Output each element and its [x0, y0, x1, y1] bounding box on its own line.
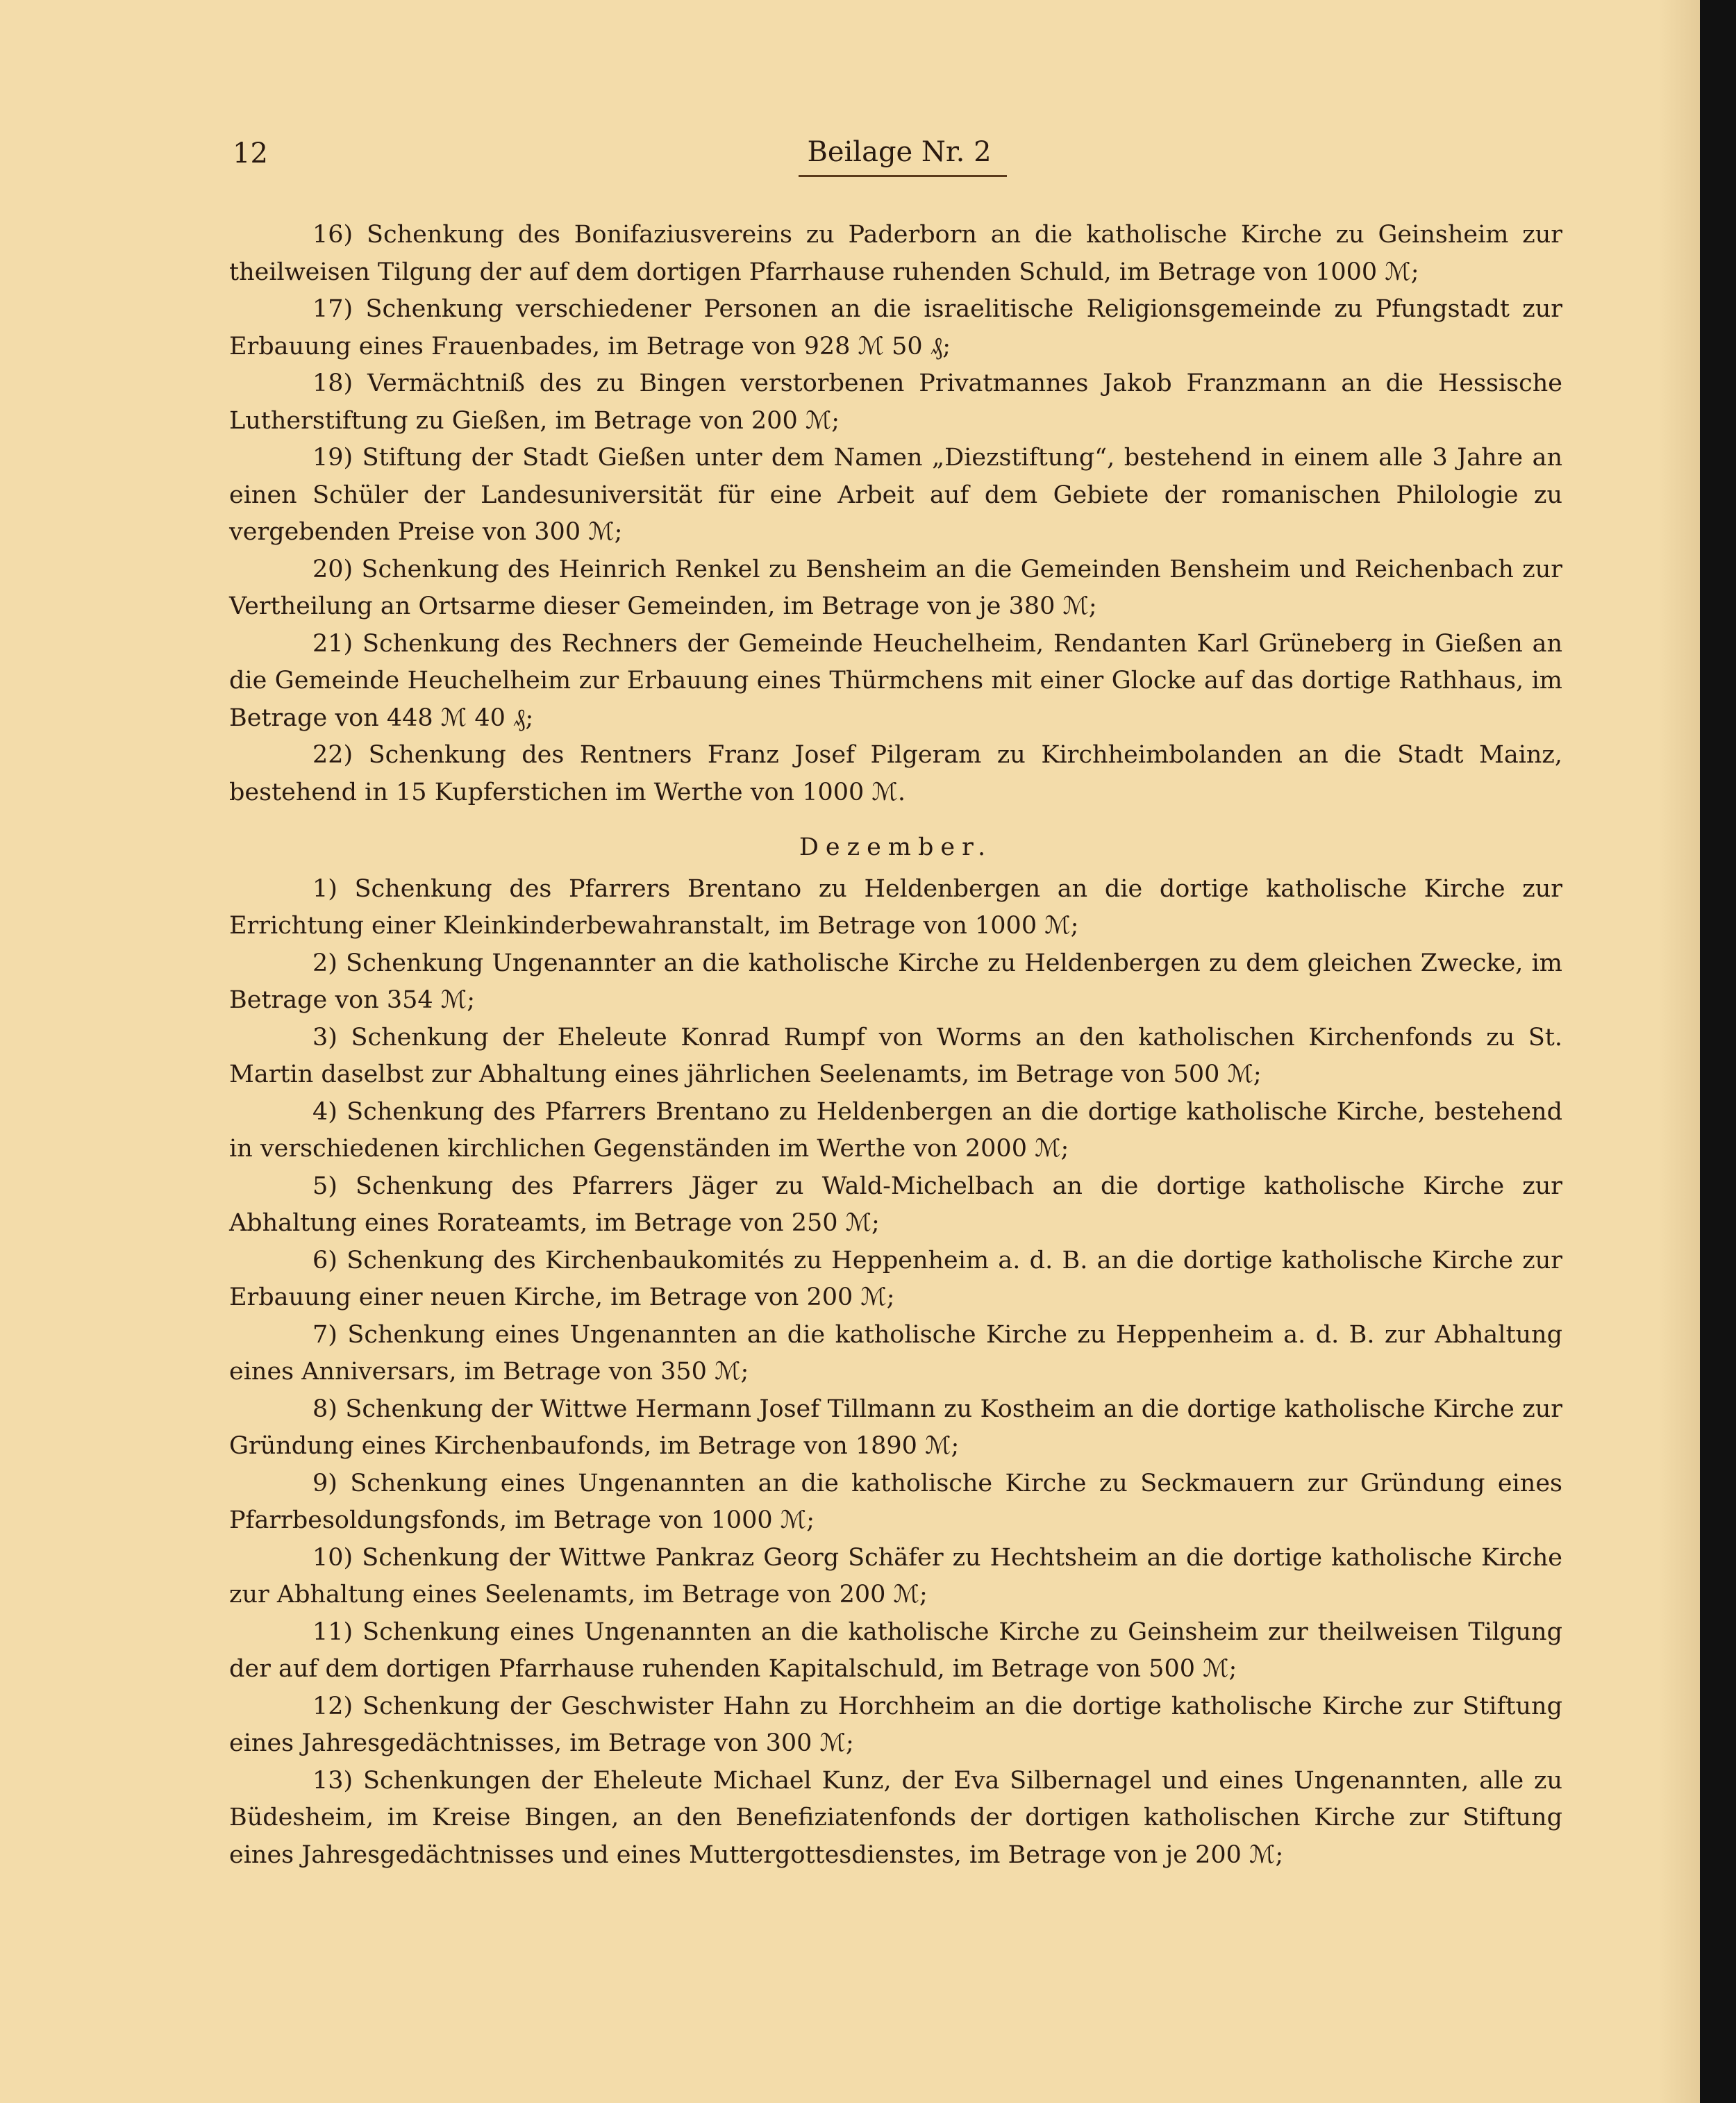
list-item: 3) Schenkung der Eheleute Konrad Rumpf von Worms an den katholischen Kirchenfonds zu St. Martin daselbst zur Abhaltung eines jährlichen Seelenamts, im Betrage von 500 ℳ; [229, 1023, 1562, 1088]
list-item: 20) Schenkung des Heinrich Renkel zu Bensheim an die Gemeinden Bensheim und Reichenbach zur Vertheilung an Ortsarme dieser Gemeinden, im Betrage von je 380 ℳ; [229, 555, 1562, 620]
list-item: 17) Schenkung verschiedener Personen an die israelitische Religionsgemeinde zu Pfungstadt zur Erbauung eines Frauenbades, im Betrage von 928 ℳ 50 ₰; [229, 295, 1562, 360]
list-item: 11) Schenkung eines Ungenannten an die katholische Kirche zu Geinsheim zur theilweisen Tilgung der auf dem dortigen Pfarrhause ruhenden Kapitalschuld, im Betrage von 500 ℳ; [229, 1618, 1562, 1683]
page-shadow [1658, 0, 1700, 2103]
page-title: Beilage Nr. 2 [807, 136, 992, 168]
list-item: 6) Schenkung des Kirchenbaukomités zu Heppenheim a. d. B. an die dortige katholische Kirche zur Erbauung einer neuen Kirche, im Betrage von 200 ℳ; [229, 1246, 1562, 1311]
list-item: 1) Schenkung des Pfarrers Brentano zu Heldenbergen an die dortige katholische Kirche zur Errichtung einer Kleinkinderbewahranstalt, im Betrage von 1000 ℳ; [229, 874, 1562, 940]
section-heading: Dezember. [799, 833, 993, 861]
list-item: 7) Schenkung eines Ungenannten an die katholische Kirche zu Heppenheim a. d. B. zur Abhaltung eines Anniversars, im Betrage von 350 ℳ; [229, 1320, 1562, 1386]
list-item: 18) Vermächtniß des zu Bingen verstorbenen Privatmannes Jakob Franzmann an die Hessische Lutherstiftung zu Gießen, im Betrage von 200 ℳ; [229, 369, 1562, 435]
list-item: 9) Schenkung eines Ungenannten an die katholische Kirche zu Seckmauern zur Gründung eines Pfarrbesoldungsfonds, im Betrage von 1000 ℳ; [229, 1469, 1562, 1534]
scan-edge [1700, 0, 1736, 2103]
title-underline [799, 175, 1007, 177]
list-item: 16) Schenkung des Bonifaziusvereins zu Paderborn an die katholische Kirche zu Geinsheim zur theilweisen Tilgung der auf dem dortigen Pfarrhause ruhenden Schuld, im Betrage von 1000 ℳ; [229, 221, 1562, 286]
list-item: 4) Schenkung des Pfarrers Brentano zu Heldenbergen an die dortige katholische Kirche, bestehend in verschiedenen kirchlichen Gegenständen im Werthe von 2000 ℳ; [229, 1097, 1562, 1163]
page-number: 12 [233, 138, 268, 169]
list-item: 2) Schenkung Ungenannter an die katholische Kirche zu Heldenbergen zu dem gleichen Zwecke, im Betrage von 354 ℳ; [229, 949, 1562, 1014]
list-item: 22) Schenkung des Rentners Franz Josef Pilgeram zu Kirchheimbolanden an die Stadt Mainz, bestehend in 15 Kupferstichen im Werthe von 1000 ℳ. [229, 741, 1562, 806]
document-body [229, 217, 1562, 1874]
list-item: 19) Stiftung der Stadt Gießen unter dem Namen „Diezstiftung“, bestehend in einem alle 3 Jahre an einen Schüler der Landesuniversität für eine Arbeit auf dem Gebiete der romanischen Philologie zu vergebenden Preise von 300 ℳ; [229, 444, 1562, 546]
list-item: 13) Schenkungen der Eheleute Michael Kunz, der Eva Silbernagel und eines Ungenannten, alle zu Büdesheim, im Kreise Bingen, an den Benefiziatenfonds der dortigen katholischen Kirche zur Stiftung eines Jahresgedächtnisses und eines Muttergottesdienstes, im Betrage von je 200 ℳ; [229, 1766, 1562, 1869]
list-item: 5) Schenkung des Pfarrers Jäger zu Wald-Michelbach an die dortige katholische Kirche zur Abhaltung eines Rorateamts, im Betrage von 250 ℳ; [229, 1172, 1562, 1237]
list-item: 12) Schenkung der Geschwister Hahn zu Horchheim an die dortige katholische Kirche zur Stiftung eines Jahresgedächtnisses, im Betrage von 300 ℳ; [229, 1692, 1562, 1757]
list-item: 10) Schenkung der Wittwe Pankraz Georg Schäfer zu Hechtsheim an die dortige katholische Kirche zur Abhaltung eines Seelenamts, im Betrage von 200 ℳ; [229, 1543, 1562, 1609]
list-item: 8) Schenkung der Wittwe Hermann Josef Tillmann zu Kostheim an die dortige katholische Kirche zur Gründung eines Kirchenbaufonds, im Betrage von 1890 ℳ; [229, 1395, 1562, 1460]
list-item: 21) Schenkung des Rechners der Gemeinde Heuchelheim, Rendanten Karl Grüneberg in Gießen an die Gemeinde Heuchelheim zur Erbauung eines Thürmchens mit einer Glocke auf das dortige Rathhaus, im Betrage von 448 ℳ 40 ₰; [229, 629, 1562, 732]
